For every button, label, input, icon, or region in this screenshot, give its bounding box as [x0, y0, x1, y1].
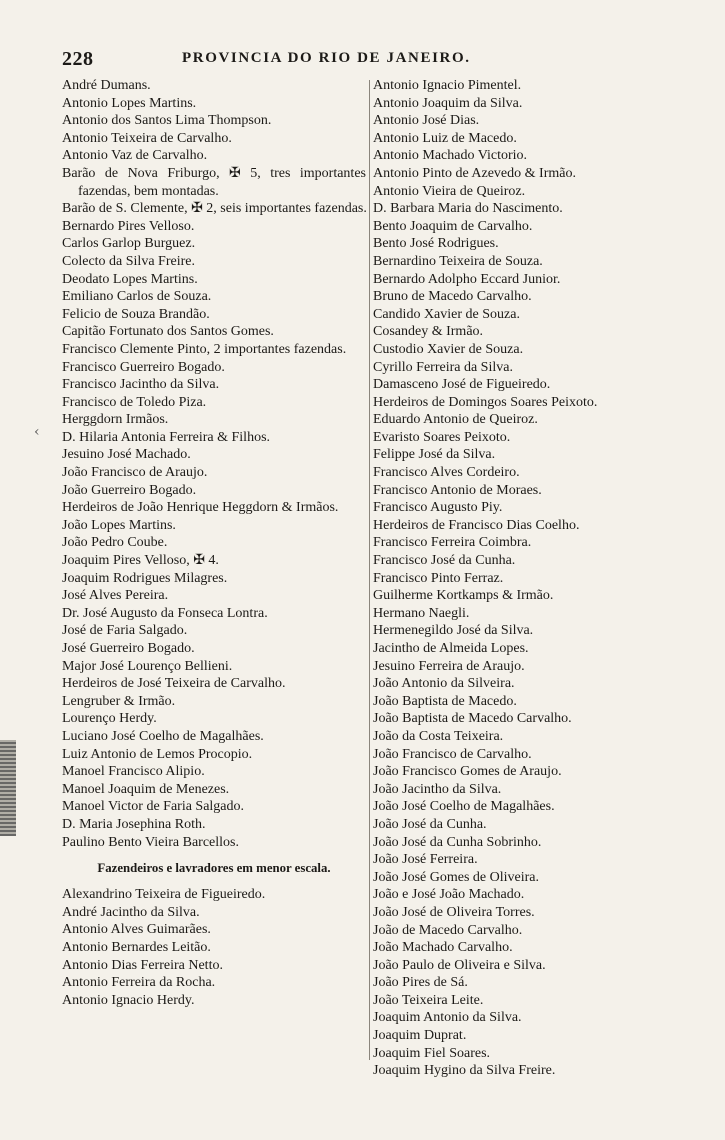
list-entry: Hermano Naegli. — [373, 605, 470, 621]
list-entry: Antonio Lopes Martins. — [62, 95, 197, 111]
list-entry: João Francisco de Araujo. — [62, 465, 208, 481]
list-entry: Eduardo Antonio de Queiroz. — [373, 412, 538, 428]
left-column — [62, 77, 366, 1009]
list-entry: Barão de S. Clemente, ✠ 2, seis importantes fazendas. — [62, 201, 367, 217]
list-entry: Evaristo Soares Peixoto. — [373, 429, 511, 445]
section-heading: Fazendeiros e lavradores em menor escala. — [97, 861, 331, 876]
list-entry: Jesuino Ferreira de Araujo. — [373, 658, 525, 674]
list-entry: Antonio Ferreira da Rocha. — [62, 975, 216, 991]
list-entry: José de Faria Salgado. — [62, 623, 188, 639]
list-entry: Antonio Vieira de Queiroz. — [373, 183, 526, 199]
list-entry: Antonio Bernardes Leitão. — [62, 939, 211, 955]
list-entry: Francisco Guerreiro Bogado. — [62, 359, 225, 375]
list-entry: Luciano José Coelho de Magalhães. — [62, 728, 264, 744]
list-entry: Bento José Rodrigues. — [373, 236, 499, 252]
list-entry: Manoel Joaquim de Menezes. — [62, 781, 230, 797]
list-entry: João Francisco Gomes de Araujo. — [373, 764, 562, 780]
list-entry: Joaquim Duprat. — [373, 1028, 467, 1044]
list-entry: Antonio Joaquim da Silva. — [373, 95, 523, 111]
list-entry: Antonio Dias Ferreira Netto. — [62, 957, 223, 973]
list-entry: Jacintho de Almeida Lopes. — [373, 641, 529, 656]
list-entry: João Lopes Martins. — [62, 517, 176, 533]
list-entry: Herdeiros de Domingos Soares Peixoto. — [373, 394, 598, 410]
list-entry: Joaquim Hygino da Silva Freire. — [373, 1063, 556, 1079]
list-entry: Francisco Jacintho da Silva. — [62, 377, 220, 393]
list-entry: D. Hilaria Antonia Ferreira & Filhos. — [62, 429, 271, 445]
list-entry: Felippe José da Silva. — [373, 447, 496, 463]
list-entry: André Dumans. — [62, 78, 151, 93]
list-entry: Felicio de Souza Brandão. — [62, 306, 210, 322]
page-header — [62, 48, 622, 70]
page-number: 228 — [62, 48, 94, 70]
list-entry: Capitão Fortunato dos Santos Gomes. — [62, 324, 274, 340]
list-entry: Antonio Ignacio Pimentel. — [373, 78, 522, 93]
list-entry: João Jacintho da Silva. — [373, 781, 502, 797]
list-entry: Bernardino Teixeira de Souza. — [373, 253, 543, 269]
list-entry: Bento Joaquim de Carvalho. — [373, 218, 533, 234]
list-entry: Dr. José Augusto da Fonseca Lontra. — [62, 605, 268, 621]
list-entry: João José Gomes de Oliveira. — [373, 869, 540, 885]
list-entry: Bruno de Macedo Carvalho. — [373, 289, 532, 305]
list-entry: Joaquim Fiel Soares. — [373, 1045, 491, 1061]
list-entry: Emiliano Carlos de Souza. — [62, 289, 212, 305]
list-entry: Francisco Pinto Ferraz. — [373, 570, 504, 586]
list-entry: Alexandrino Teixeira de Figueiredo. — [62, 887, 266, 903]
column-divider — [369, 80, 370, 1060]
right-column — [373, 77, 631, 1080]
list-entry: Bernardo Pires Velloso. — [62, 218, 195, 234]
list-entry: Herggdorn Irmãos. — [62, 412, 169, 428]
list-entry: Guilherme Kortkamps & Irmão. — [373, 588, 554, 604]
list-entry: Antonio Teixeira de Carvalho. — [62, 130, 232, 146]
small-planters-list-continued — [373, 77, 631, 1080]
list-entry: Francisco José da Cunha. — [373, 553, 516, 569]
planters-list — [62, 77, 366, 851]
list-entry: João Guerreiro Bogado. — [62, 482, 197, 498]
list-entry: Joaquim Rodrigues Milagres. — [62, 570, 228, 586]
list-entry: Antonio Luiz de Macedo. — [373, 130, 517, 146]
list-entry: Antonio Alves Guimarães. — [62, 922, 211, 938]
list-entry: Francisco Clemente Pinto, 2 importantes fazendas. — [62, 341, 347, 357]
list-entry: Francisco Ferreira Coimbra. — [373, 535, 532, 551]
list-entry: Manoel Francisco Alipio. — [62, 764, 205, 780]
list-entry: Lourenço Herdy. — [62, 711, 157, 727]
list-entry: Antonio Machado Victorio. — [373, 148, 528, 164]
list-entry: José Guerreiro Bogado. — [62, 641, 195, 656]
list-entry: Joaquim Antonio da Silva. — [373, 1010, 522, 1026]
list-entry: Antonio dos Santos Lima Thompson. — [62, 113, 272, 129]
list-entry: João José da Cunha. — [373, 816, 487, 832]
list-entry: João e José João Machado. — [373, 887, 525, 903]
list-entry: André Jacintho da Silva. — [62, 904, 200, 920]
list-entry: João Pedro Coube. — [62, 535, 168, 551]
binding-edge-blemish — [0, 740, 16, 836]
list-entry: Antonio Ignacio Herdy. — [62, 992, 195, 1008]
margin-mark: ‹ — [34, 424, 40, 440]
list-entry: Deodato Lopes Martins. — [62, 271, 198, 287]
list-entry: Manoel Victor de Faria Salgado. — [62, 799, 245, 815]
small-planters-list — [62, 886, 366, 1009]
list-entry: Custodio Xavier de Souza. — [373, 341, 524, 357]
list-entry: Francisco de Toledo Piza. — [62, 394, 207, 410]
list-entry: João Baptista de Macedo. — [373, 693, 517, 709]
list-entry: D. Maria Josephina Roth. — [62, 816, 206, 832]
list-entry: João José Coelho de Magalhães. — [373, 799, 555, 815]
list-entry: João Baptista de Macedo Carvalho. — [373, 711, 572, 727]
list-entry: D. Barbara Maria do Nascimento. — [373, 201, 563, 217]
list-entry: Herdeiros de José Teixeira de Carvalho. — [62, 676, 286, 692]
list-entry: Joaquim Pires Velloso, ✠ 4. — [62, 553, 219, 569]
list-entry: Candido Xavier de Souza. — [373, 306, 520, 322]
list-entry: Hermenegildo José da Silva. — [373, 623, 534, 639]
list-entry: Francisco Antonio de Moraes. — [373, 482, 542, 498]
list-entry: Major José Lourenço Bellieni. — [62, 658, 233, 674]
list-entry: Antonio Pinto de Azevedo & Irmão. — [373, 165, 576, 181]
list-entry: Carlos Garlop Burguez. — [62, 236, 196, 252]
list-entry: José Alves Pereira. — [62, 588, 169, 604]
list-entry: João José Ferreira. — [373, 852, 478, 868]
list-entry: Paulino Bento Vieira Barcellos. — [62, 834, 239, 850]
list-entry: Antonio Vaz de Carvalho. — [62, 148, 208, 164]
list-entry: João Pires de Sá. — [373, 975, 468, 991]
list-entry: João Paulo de Oliveira e Silva. — [373, 957, 546, 973]
list-entry: Barão de Nova Friburgo, ✠ 5, tres importantes fazendas, bem montadas. — [62, 165, 366, 199]
list-entry: Francisco Augusto Piy. — [373, 500, 503, 516]
list-entry: Bernardo Adolpho Eccard Junior. — [373, 271, 561, 287]
list-entry: João Francisco de Carvalho. — [373, 746, 532, 762]
list-entry: Francisco Alves Cordeiro. — [373, 465, 520, 481]
list-entry: Jesuino José Machado. — [62, 447, 191, 463]
list-entry: Cosandey & Irmão. — [373, 324, 484, 340]
running-title: PROVINCIA DO RIO DE JANEIRO. — [182, 50, 471, 66]
list-entry: João de Macedo Carvalho. — [373, 922, 523, 938]
list-entry: João José da Cunha Sobrinho. — [373, 834, 542, 850]
list-entry: Colecto da Silva Freire. — [62, 253, 195, 269]
list-entry: Herdeiros de Francisco Dias Coelho. — [373, 517, 580, 533]
list-entry: João Teixeira Leite. — [373, 992, 484, 1008]
list-entry: Lengruber & Irmão. — [62, 693, 176, 709]
list-entry: Antonio José Dias. — [373, 113, 480, 129]
list-entry: João Machado Carvalho. — [373, 940, 513, 956]
list-entry: Herdeiros de João Henrique Heggdorn & Irmãos. — [62, 500, 339, 516]
list-entry: João da Costa Teixeira. — [373, 728, 504, 744]
list-entry: João Antonio da Silveira. — [373, 676, 515, 692]
list-entry: João José de Oliveira Torres. — [373, 904, 535, 920]
list-entry: Cyrillo Ferreira da Silva. — [373, 359, 513, 375]
list-entry: Damasceno José de Figueiredo. — [373, 377, 551, 393]
list-entry: Luiz Antonio de Lemos Procopio. — [62, 746, 253, 762]
